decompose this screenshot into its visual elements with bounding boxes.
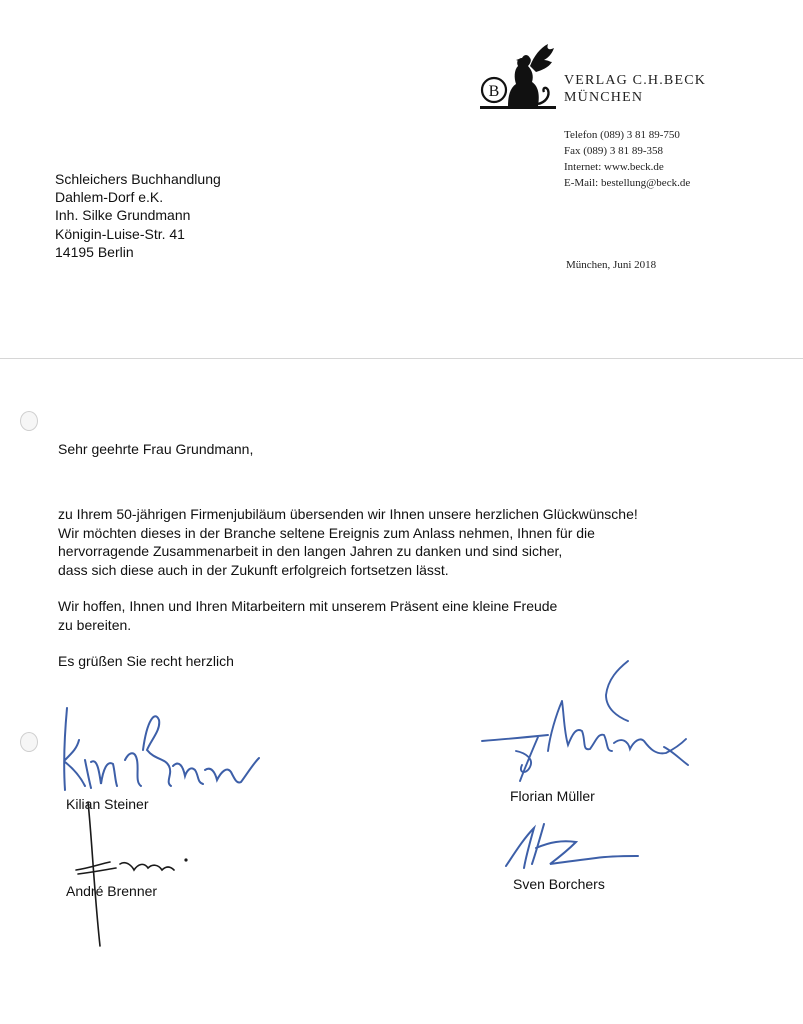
paragraph-line: dass sich diese auch in der Zukunft erfolgreich fortsetzen lässt.: [58, 561, 449, 578]
salutation: Sehr geehrte Frau Grundmann,: [58, 441, 254, 457]
publisher-name: [564, 72, 706, 106]
contact-block: [564, 127, 690, 191]
contact-internet: Internet: www.beck.de: [564, 161, 664, 173]
paragraph-line: Wir möchten dieses in der Branche seltene Ereignis zum Anlass nehmen, Ihnen für die: [58, 524, 595, 541]
paragraph-1: [58, 505, 638, 579]
paragraph-2: [58, 597, 557, 634]
paragraph-line: zu bereiten.: [58, 616, 132, 633]
publisher-name-line2: MÜNCHEN: [564, 90, 644, 105]
contact-phone: Telefon (089) 3 81 89-750: [564, 129, 680, 141]
logo-letter: B: [488, 83, 500, 100]
contact-fax: Fax (089) 3 81 89-358: [564, 145, 663, 157]
publisher-name-line1: VERLAG C.H.BECK: [564, 73, 707, 88]
recipient-line: Inh. Silke Grundmann: [55, 207, 191, 224]
recipient-line: Schleichers Buchhandlung: [55, 171, 221, 187]
signature-sven-borchers: [500, 818, 650, 878]
signatory-name-andre: André Brenner: [66, 883, 158, 899]
signatory-name-kilian: Kilian Steiner: [66, 796, 149, 812]
punch-hole: [20, 411, 38, 431]
signature-kilian-steiner: [55, 700, 265, 810]
paragraph-line: hervorragende Zusammenarbeit in den langen Jahren zu danken und sind sicher,: [58, 543, 563, 559]
signature-andre-brenner: [70, 800, 200, 950]
recipient-address: [55, 170, 221, 261]
recipient-line: Dahlem-Dorf e.K.: [55, 189, 164, 206]
publisher-logo-griffin-icon: [478, 40, 558, 112]
recipient-line: 14195 Berlin: [55, 243, 134, 260]
paragraph-line: zu Ihrem 50-jährigen Firmenjubiläum übersenden wir Ihnen unsere herzlichen Glückwünsche!: [58, 506, 638, 522]
signatory-name-florian: Florian Müller: [510, 788, 595, 804]
signature-florian-mueller: [478, 655, 708, 795]
closing-phrase: Es grüßen Sie recht herzlich: [58, 653, 234, 669]
fold-line: [0, 358, 803, 359]
paragraph-line: Wir hoffen, Ihnen und Ihren Mitarbeitern mit unserem Präsent eine kleine Freude: [58, 598, 558, 614]
recipient-line: Königin-Luise-Str. 41: [55, 225, 185, 242]
letter-date: München, Juni 2018: [566, 259, 657, 271]
punch-hole: [20, 732, 38, 752]
signatory-name-sven: Sven Borchers: [513, 876, 605, 892]
contact-email: E-Mail: bestellung@beck.de: [564, 177, 691, 189]
